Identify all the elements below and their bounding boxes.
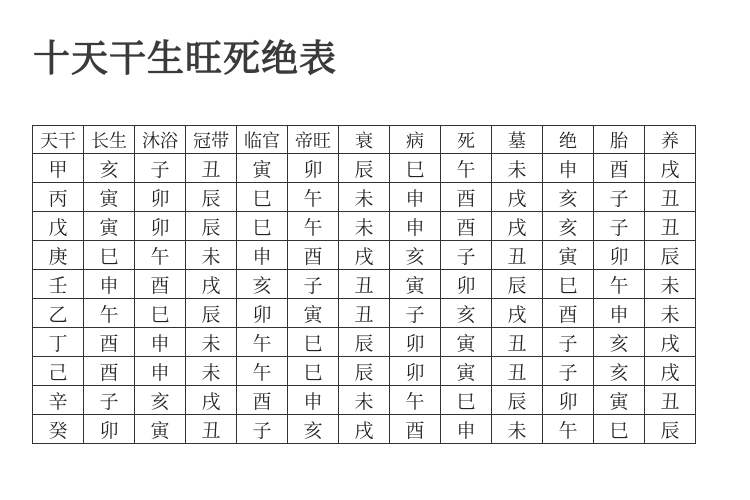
table-cell: 申 [288, 386, 339, 415]
table-cell: 酉 [84, 328, 135, 357]
row-header-stem: 丁 [33, 328, 84, 357]
table-cell: 亥 [543, 183, 594, 212]
table-cell: 酉 [237, 386, 288, 415]
table-cell: 辰 [492, 386, 543, 415]
table-cell: 丑 [492, 357, 543, 386]
table-cell: 亥 [594, 328, 645, 357]
table-cell: 巳 [135, 299, 186, 328]
table-cell: 寅 [84, 183, 135, 212]
table-cell: 卯 [237, 299, 288, 328]
table-cell: 申 [390, 183, 441, 212]
table-cell: 未 [645, 299, 696, 328]
table-cell: 戌 [492, 212, 543, 241]
row-header-stem: 己 [33, 357, 84, 386]
column-header: 临官 [237, 126, 288, 154]
table-cell: 午 [288, 183, 339, 212]
table-cell: 丑 [186, 154, 237, 183]
table-cell: 卯 [390, 328, 441, 357]
column-header: 死 [441, 126, 492, 154]
table-cell: 寅 [441, 328, 492, 357]
table-cell: 酉 [84, 357, 135, 386]
row-header-stem: 戊 [33, 212, 84, 241]
table-cell: 午 [237, 328, 288, 357]
table-cell: 申 [135, 357, 186, 386]
column-header-tiangan: 天干 [33, 126, 84, 154]
table-cell: 巳 [594, 415, 645, 444]
table-cell: 卯 [288, 154, 339, 183]
table-cell: 寅 [237, 154, 288, 183]
table-cell: 卯 [594, 241, 645, 270]
table-cell: 午 [390, 386, 441, 415]
table-row [33, 328, 696, 357]
table-row [33, 241, 696, 270]
table-cell: 丑 [645, 183, 696, 212]
table-cell: 巳 [237, 212, 288, 241]
table-cell: 辰 [492, 270, 543, 299]
table-cell: 丑 [339, 299, 390, 328]
table-cell: 申 [84, 270, 135, 299]
table-cell: 卯 [84, 415, 135, 444]
table-cell: 寅 [84, 212, 135, 241]
column-header: 沐浴 [135, 126, 186, 154]
table-cell: 辰 [339, 357, 390, 386]
table-body [33, 154, 696, 444]
changsheng-table [32, 125, 696, 444]
table-cell: 申 [543, 154, 594, 183]
column-header: 胎 [594, 126, 645, 154]
table-cell: 午 [594, 270, 645, 299]
table-cell: 巳 [237, 183, 288, 212]
table-cell: 寅 [390, 270, 441, 299]
table-row [33, 357, 696, 386]
table-cell: 酉 [594, 154, 645, 183]
table-cell: 申 [237, 241, 288, 270]
table-cell: 亥 [135, 386, 186, 415]
row-header-stem: 丙 [33, 183, 84, 212]
table-cell: 亥 [84, 154, 135, 183]
table-row [33, 386, 696, 415]
table-cell: 寅 [543, 241, 594, 270]
table-cell: 酉 [543, 299, 594, 328]
table-cell: 未 [339, 183, 390, 212]
table-cell: 丑 [645, 212, 696, 241]
table-cell: 午 [288, 212, 339, 241]
table-cell: 卯 [390, 357, 441, 386]
table-cell: 卯 [135, 212, 186, 241]
table-cell: 戌 [492, 183, 543, 212]
table-cell: 亥 [594, 357, 645, 386]
page-title: 十天干生旺死绝表 [33, 37, 337, 80]
table-cell: 酉 [441, 183, 492, 212]
row-header-stem: 乙 [33, 299, 84, 328]
row-header-stem: 癸 [33, 415, 84, 444]
table-cell: 酉 [441, 212, 492, 241]
column-header: 冠带 [186, 126, 237, 154]
table-cell: 子 [390, 299, 441, 328]
table-cell: 丑 [492, 328, 543, 357]
table-cell: 巳 [288, 328, 339, 357]
table-cell: 戌 [186, 386, 237, 415]
table-cell: 未 [186, 328, 237, 357]
table-cell: 戌 [492, 299, 543, 328]
table-cell: 午 [543, 415, 594, 444]
row-header-stem: 壬 [33, 270, 84, 299]
table-cell: 戌 [645, 154, 696, 183]
table-row [33, 415, 696, 444]
table-cell: 未 [186, 357, 237, 386]
table-container [32, 125, 696, 444]
table-cell: 戌 [339, 415, 390, 444]
table-cell: 丑 [339, 270, 390, 299]
table-cell: 亥 [288, 415, 339, 444]
table-cell: 寅 [594, 386, 645, 415]
table-cell: 午 [135, 241, 186, 270]
table-cell: 卯 [441, 270, 492, 299]
row-header-stem: 辛 [33, 386, 84, 415]
table-cell: 未 [492, 154, 543, 183]
table-cell: 申 [390, 212, 441, 241]
table-cell: 午 [237, 357, 288, 386]
table-cell: 子 [288, 270, 339, 299]
column-header: 长生 [84, 126, 135, 154]
table-cell: 亥 [237, 270, 288, 299]
table-cell: 卯 [543, 386, 594, 415]
table-row [33, 270, 696, 299]
table-cell: 寅 [441, 357, 492, 386]
table-cell: 申 [135, 328, 186, 357]
row-header-stem: 庚 [33, 241, 84, 270]
table-cell: 子 [237, 415, 288, 444]
table-cell: 巳 [441, 386, 492, 415]
column-header: 墓 [492, 126, 543, 154]
table-cell: 戌 [645, 357, 696, 386]
table-cell: 巳 [288, 357, 339, 386]
table-cell: 辰 [339, 154, 390, 183]
table-cell: 午 [84, 299, 135, 328]
table-cell: 未 [645, 270, 696, 299]
table-cell: 未 [492, 415, 543, 444]
row-header-stem: 甲 [33, 154, 84, 183]
table-cell: 辰 [645, 241, 696, 270]
column-header: 帝旺 [288, 126, 339, 154]
column-header: 衰 [339, 126, 390, 154]
table-row [33, 154, 696, 183]
table-cell: 子 [441, 241, 492, 270]
table-cell: 亥 [543, 212, 594, 241]
table-cell: 辰 [186, 299, 237, 328]
table-cell: 丑 [645, 386, 696, 415]
table-cell: 辰 [186, 212, 237, 241]
table-row [33, 183, 696, 212]
table-cell: 酉 [288, 241, 339, 270]
table-header-row [33, 126, 696, 154]
table-cell: 申 [594, 299, 645, 328]
table-cell: 子 [594, 183, 645, 212]
table-cell: 酉 [135, 270, 186, 299]
table-cell: 寅 [135, 415, 186, 444]
table-cell: 亥 [441, 299, 492, 328]
table-cell: 子 [135, 154, 186, 183]
table-cell: 丑 [492, 241, 543, 270]
table-cell: 子 [84, 386, 135, 415]
table-cell: 子 [543, 357, 594, 386]
table-cell: 戌 [186, 270, 237, 299]
table-cell: 戌 [339, 241, 390, 270]
column-header: 病 [390, 126, 441, 154]
table-cell: 子 [594, 212, 645, 241]
table-cell: 酉 [390, 415, 441, 444]
table-cell: 巳 [543, 270, 594, 299]
table-cell: 午 [441, 154, 492, 183]
table-cell: 辰 [186, 183, 237, 212]
table-cell: 未 [339, 386, 390, 415]
table-cell: 巳 [84, 241, 135, 270]
column-header: 绝 [543, 126, 594, 154]
table-cell: 未 [339, 212, 390, 241]
table-cell: 巳 [390, 154, 441, 183]
table-cell: 辰 [645, 415, 696, 444]
table-row [33, 299, 696, 328]
table-cell: 申 [441, 415, 492, 444]
table-cell: 戌 [645, 328, 696, 357]
column-header: 养 [645, 126, 696, 154]
table-cell: 亥 [390, 241, 441, 270]
table-cell: 未 [186, 241, 237, 270]
table-cell: 寅 [288, 299, 339, 328]
table-row [33, 212, 696, 241]
table-cell: 卯 [135, 183, 186, 212]
table-cell: 辰 [339, 328, 390, 357]
table-cell: 子 [543, 328, 594, 357]
table-cell: 丑 [186, 415, 237, 444]
